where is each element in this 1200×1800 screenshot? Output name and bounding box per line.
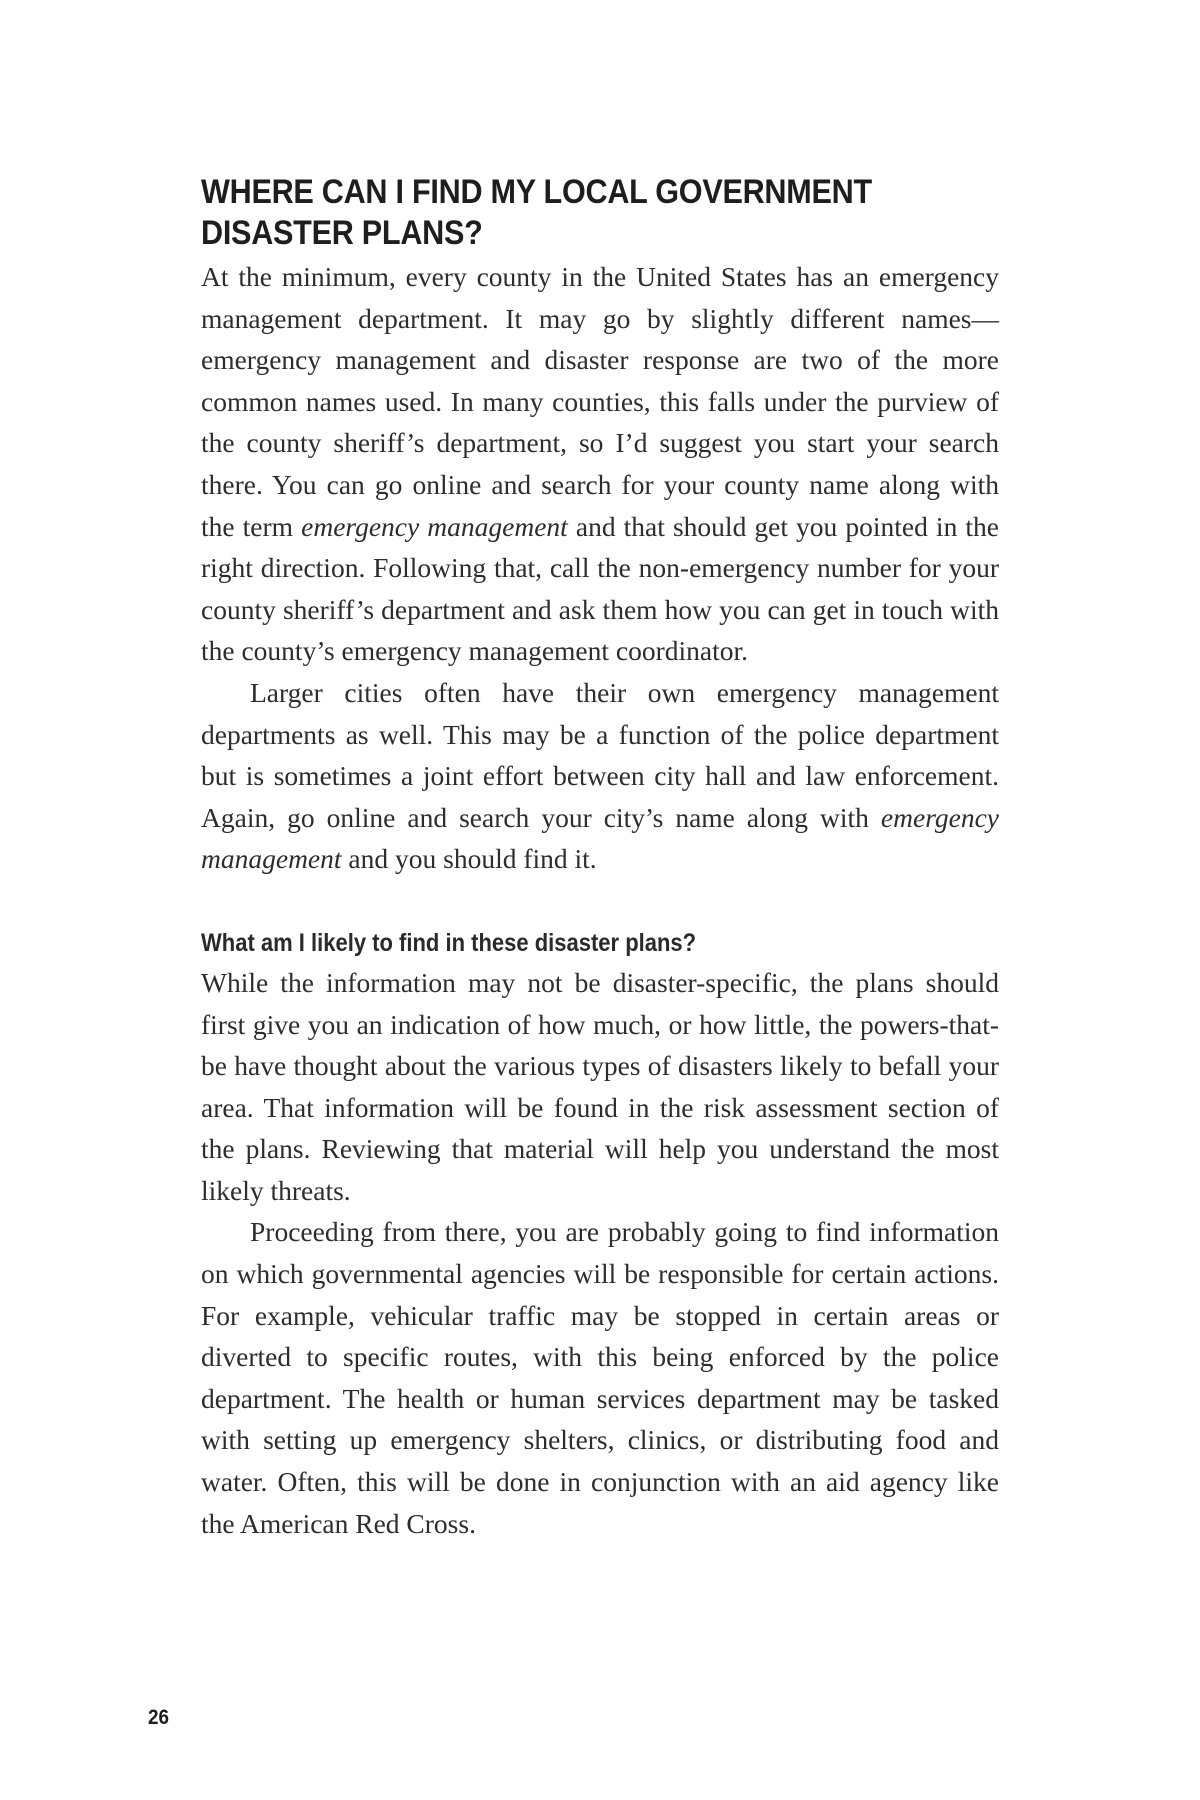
paragraph-3: While the information may not be disaster-specific, the plans should first give you an indication of how much, or how little, the powers-that-be have thought about the various types of disasters likely to befall your area. That information will be found in the risk assessment section of the plans. Reviewing that material will help you understand the most likely threats. [201, 966, 999, 1206]
paragraph-1 [201, 256, 999, 672]
section-heading-line-2: DISASTER PLANS? [201, 214, 483, 252]
paragraph-2-italic-term: emergency management [201, 801, 999, 875]
subsection-heading: What am I likely to find in these disaster plans? [201, 928, 697, 957]
paragraph-1-text-b: and that should get you pointed in the right direction. Following that, call the non-emergency number for your county sheriff’s department and ask them how you can get in touch with the county’s emergency management coordinator. [201, 510, 999, 667]
page-number: 26 [148, 1706, 170, 1729]
section-heading [201, 172, 919, 254]
section-heading-line-1: WHERE CAN I FIND MY LOCAL GOVERNMENT [201, 173, 872, 211]
paragraph-1-italic-term: emergency management [301, 510, 568, 542]
paragraph-2-text-b: and you should find it. [341, 843, 597, 875]
paragraph-4: Proceeding from there, you are probably going to find information on which governmental agencies will be responsible for certain actions. For example, vehicular traffic may be stopped in certain areas or diverted to specific routes, with this being enforced by the police department. The health or human services department may be tasked with setting up emergency shelters, clinics, or distributing food and water. Often, this will be done in conjunction with an aid agency like the American Red Cross. [201, 1216, 999, 1539]
page-content [201, 172, 999, 1544]
paragraph-2 [201, 672, 999, 880]
paragraph-2-text-a: Larger cities often have their own emergency management departments as well. This may be a function of the police department but is sometimes a joint effort between city hall and law enforcement. Again, go online and search your city’s name along with [201, 676, 999, 833]
paragraph-1-text-a: At the minimum, every county in the United States has an emergency management department. It may go by slightly different names—emergency management and disaster response are two of the more common names used. In many counties, this falls under the purview of the county sheriff’s department, so I’d suggest you start your search there. You can go online and search for your county name along with the term [201, 261, 999, 542]
